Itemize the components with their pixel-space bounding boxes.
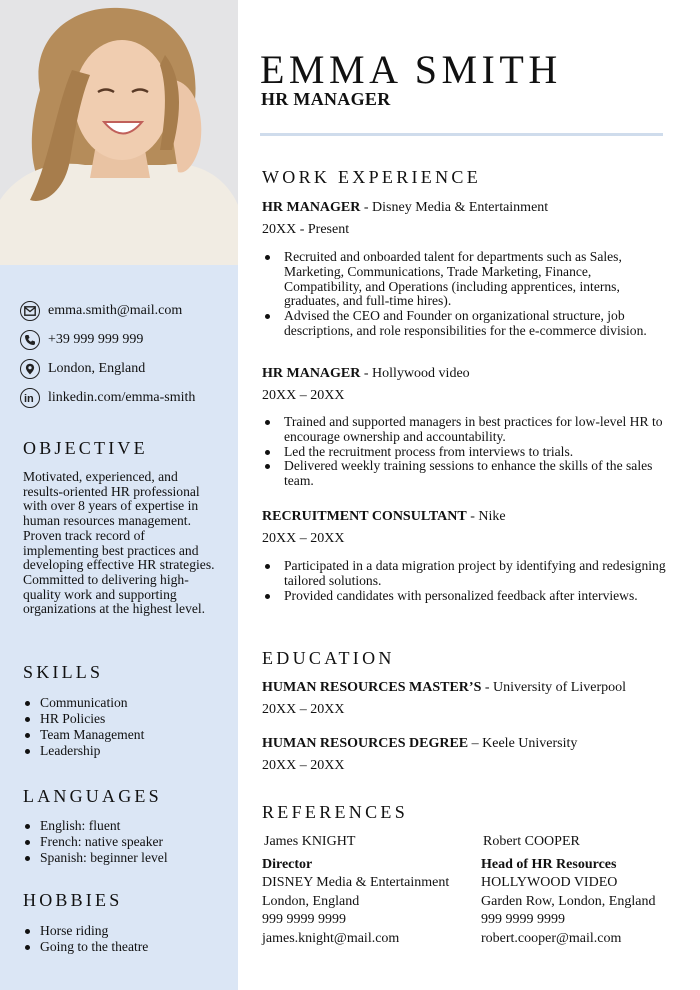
linkedin-icon bbox=[20, 388, 40, 408]
job-bullets bbox=[262, 415, 667, 489]
reference-name: Robert COOPER bbox=[483, 834, 580, 849]
location-text: London, England bbox=[48, 360, 146, 376]
list-item: Trained and supported managers in best practices for low-level HR to encourage ownership and accountability. bbox=[262, 415, 667, 445]
job-role: HR MANAGER bbox=[262, 200, 361, 215]
reference-email[interactable]: robert.cooper@mail.com bbox=[481, 930, 622, 946]
hobbies-heading: HOBBIES bbox=[23, 890, 123, 910]
contact-linkedin[interactable] bbox=[20, 383, 235, 412]
reference-location: Garden Row, London, England bbox=[481, 893, 656, 909]
job-date: 20XX – 20XX bbox=[262, 531, 345, 546]
contact-info bbox=[20, 296, 235, 412]
job-date: 20XX - Present bbox=[262, 222, 350, 237]
education-date: 20XX – 20XX bbox=[262, 702, 345, 717]
job-company: - Nike bbox=[466, 509, 506, 524]
reference-location: London, England bbox=[262, 893, 360, 909]
contact-email[interactable] bbox=[20, 296, 235, 325]
school-name: – Keele University bbox=[468, 736, 578, 751]
references-heading: REFERENCES bbox=[262, 802, 409, 822]
phone-text: +39 999 999 999 bbox=[48, 331, 144, 347]
education-date: 20XX – 20XX bbox=[262, 758, 345, 773]
list-item: Recruited and onboarded talent for departments such as Sales, Marketing, Communications, Trade Marketing, Finance, Compatibility, and Operations (including apprentices, interns, graduates, and full-time hires). bbox=[262, 250, 667, 309]
reference-phone: 999 9999 9999 bbox=[481, 912, 565, 927]
education-degree bbox=[262, 736, 577, 752]
email-text: emma.smith@mail.com bbox=[48, 302, 183, 318]
education-degree bbox=[262, 680, 626, 696]
reference-company: HOLLYWOOD VIDEO bbox=[481, 875, 618, 890]
svg-text:in: in bbox=[24, 393, 34, 403]
reference-card bbox=[262, 833, 449, 948]
reference-role: Director bbox=[262, 856, 313, 872]
candidate-name: EMMA SMITH bbox=[260, 47, 562, 92]
job-company: - Hollywood video bbox=[360, 366, 470, 381]
job-date: 20XX – 20XX bbox=[262, 388, 345, 403]
list-item: Communication bbox=[23, 695, 144, 711]
degree-title: HUMAN RESOURCES DEGREE bbox=[262, 736, 469, 751]
job-heading bbox=[262, 200, 548, 216]
header-divider bbox=[260, 133, 663, 136]
list-item: Participated in a data migration project by identifying and redesigning tailored solutions. bbox=[262, 559, 667, 589]
list-item: Leadership bbox=[23, 743, 144, 759]
location-pin-icon bbox=[20, 359, 40, 379]
list-item: Led the recruitment process from interviews to trials. bbox=[262, 445, 667, 460]
list-item: Provided candidates with personalized feedback after interviews. bbox=[262, 589, 667, 604]
profile-photo bbox=[0, 0, 238, 265]
list-item: Team Management bbox=[23, 727, 144, 743]
job-company: - Disney Media & Entertainment bbox=[360, 200, 549, 215]
reference-name: James KNIGHT bbox=[264, 834, 356, 849]
degree-title: HUMAN RESOURCES MASTER’S bbox=[262, 680, 482, 695]
phone-icon bbox=[20, 330, 40, 350]
linkedin-text: linkedin.com/emma-smith bbox=[48, 389, 196, 405]
list-item: Going to the theatre bbox=[23, 939, 148, 955]
languages-heading: LANGUAGES bbox=[23, 786, 162, 806]
job-role: HR MANAGER bbox=[262, 366, 361, 381]
candidate-title: HR MANAGER bbox=[261, 89, 391, 109]
contact-phone[interactable] bbox=[20, 325, 235, 354]
job-heading bbox=[262, 366, 470, 382]
job-bullets bbox=[262, 250, 667, 339]
skills-list bbox=[23, 695, 144, 759]
list-item: Advised the CEO and Founder on organizational structure, job descriptions, and role responsibilities for the e-commerce division. bbox=[262, 309, 667, 339]
reference-role: Head of HR Resources bbox=[481, 856, 617, 872]
list-item: French: native speaker bbox=[23, 834, 168, 850]
job-bullets bbox=[262, 559, 667, 603]
list-item: English: fluent bbox=[23, 818, 168, 834]
school-name: - University of Liverpool bbox=[481, 680, 626, 695]
list-item: HR Policies bbox=[23, 711, 144, 727]
job-heading bbox=[262, 509, 506, 525]
skills-heading: SKILLS bbox=[23, 662, 104, 682]
languages-list bbox=[23, 818, 168, 866]
reference-card bbox=[481, 833, 655, 948]
job-role: RECRUITMENT CONSULTANT bbox=[262, 509, 467, 524]
hobbies-list bbox=[23, 923, 148, 955]
reference-email[interactable]: james.knight@mail.com bbox=[262, 930, 400, 946]
objective-text: Motivated, experienced, and results-oriented HR professional with over 8 years of expertise in human resources management. Proven track record of implementing best practices and developing effective HR strategies. Committed to delivering high-quality work and supporting organizations at the highest level. bbox=[23, 469, 215, 617]
objective-heading: OBJECTIVE bbox=[23, 438, 148, 458]
list-item: Horse riding bbox=[23, 923, 148, 939]
education-heading: EDUCATION bbox=[262, 648, 395, 668]
reference-phone: 999 9999 9999 bbox=[262, 912, 346, 927]
contact-location bbox=[20, 354, 235, 383]
envelope-icon bbox=[20, 301, 40, 321]
reference-company: DISNEY Media & Entertainment bbox=[262, 875, 450, 890]
list-item: Delivered weekly training sessions to enhance the skills of the sales team. bbox=[262, 459, 667, 489]
sidebar bbox=[0, 0, 238, 990]
list-item: Spanish: beginner level bbox=[23, 850, 168, 866]
work-experience-heading: WORK EXPERIENCE bbox=[262, 167, 481, 187]
